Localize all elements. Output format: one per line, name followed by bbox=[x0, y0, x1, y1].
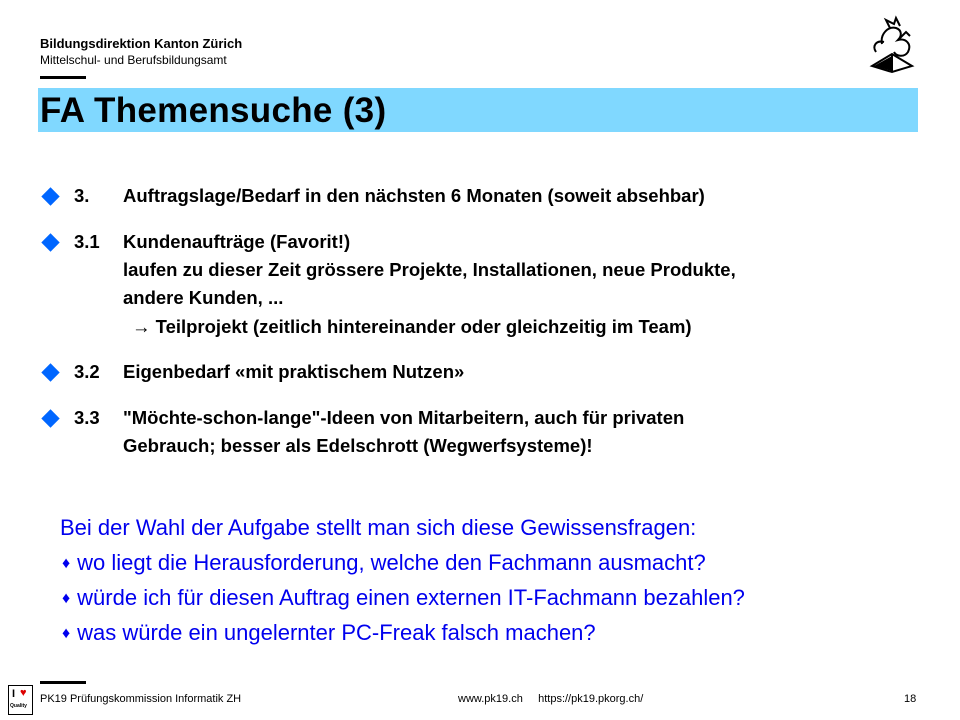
item-number: 3.1 bbox=[74, 231, 100, 252]
question-item bbox=[62, 545, 706, 581]
footer-link-www[interactable]: www.pk19.ch bbox=[458, 693, 523, 705]
diamond-bullet-icon bbox=[41, 187, 59, 205]
question-text: würde ich für diesen Auftrag einen externen IT-Fachmann bezahlen? bbox=[77, 585, 745, 610]
footer-rule bbox=[40, 681, 86, 684]
zurich-lion-crest-icon bbox=[862, 14, 922, 74]
question-text: wo liegt die Herausforderung, welche den Fachmann ausmacht? bbox=[77, 550, 706, 575]
question-item bbox=[62, 580, 745, 616]
logo-mark: I bbox=[12, 688, 16, 700]
item-text: Gebrauch; besser als Edelschrott (Wegwerfsysteme)! bbox=[123, 435, 593, 456]
header-rule bbox=[40, 76, 86, 79]
page-title: FA Themensuche (3) bbox=[40, 91, 387, 130]
header-org bbox=[40, 36, 242, 68]
diamond-bullet-icon: ♦ bbox=[62, 590, 71, 607]
logo-word: Quality bbox=[10, 703, 27, 709]
diamond-bullet-icon bbox=[41, 363, 59, 381]
footer-links bbox=[458, 693, 643, 705]
footer-org: PK19 Prüfungskommission Informatik ZH bbox=[40, 693, 242, 705]
item-text: Auftragslage/Bedarf in den nächsten 6 Monaten (soweit absehbar) bbox=[123, 185, 705, 206]
org-subtitle: Mittelschul- und Berufsbildungsamt bbox=[40, 53, 227, 67]
item-text: "Möchte-schon-lange"-Ideen von Mitarbeitern, auch für privaten bbox=[123, 407, 685, 428]
item-text: Teilprojekt (zeitlich hintereinander oder gleichzeitig im Team) bbox=[155, 316, 692, 337]
question-item bbox=[62, 615, 596, 651]
item-number: 3. bbox=[74, 185, 90, 206]
item-text: Kundenaufträge (Favorit!) bbox=[123, 231, 351, 252]
item-arrow-line bbox=[132, 314, 692, 340]
heart-icon: ♥ bbox=[20, 687, 27, 699]
item-text: andere Kunden, ... bbox=[123, 287, 284, 308]
diamond-bullet-icon bbox=[41, 233, 59, 251]
footer-link-https[interactable]: https://pk19.pkorg.ch/ bbox=[538, 693, 644, 705]
diamond-bullet-icon: ♦ bbox=[62, 555, 71, 572]
page-number: 18 bbox=[904, 693, 917, 705]
item-number: 3.2 bbox=[74, 361, 100, 382]
questions-intro: Bei der Wahl der Aufgabe stellt man sich diese Gewissensfragen: bbox=[60, 515, 697, 540]
diamond-bullet-icon: ♦ bbox=[62, 625, 71, 642]
diamond-bullet-icon bbox=[41, 409, 59, 427]
right-arrow-icon: → bbox=[132, 316, 151, 337]
item-text: laufen zu dieser Zeit grössere Projekte, Installationen, neue Produkte, bbox=[123, 259, 736, 280]
org-name: Bildungsdirektion Kanton Zürich bbox=[40, 36, 243, 51]
quality-logo bbox=[8, 685, 33, 715]
question-text: was würde ein ungelernter PC-Freak falsch machen? bbox=[77, 620, 596, 645]
item-text: Eigenbedarf «mit praktischem Nutzen» bbox=[123, 361, 465, 382]
item-number: 3.3 bbox=[74, 407, 100, 428]
